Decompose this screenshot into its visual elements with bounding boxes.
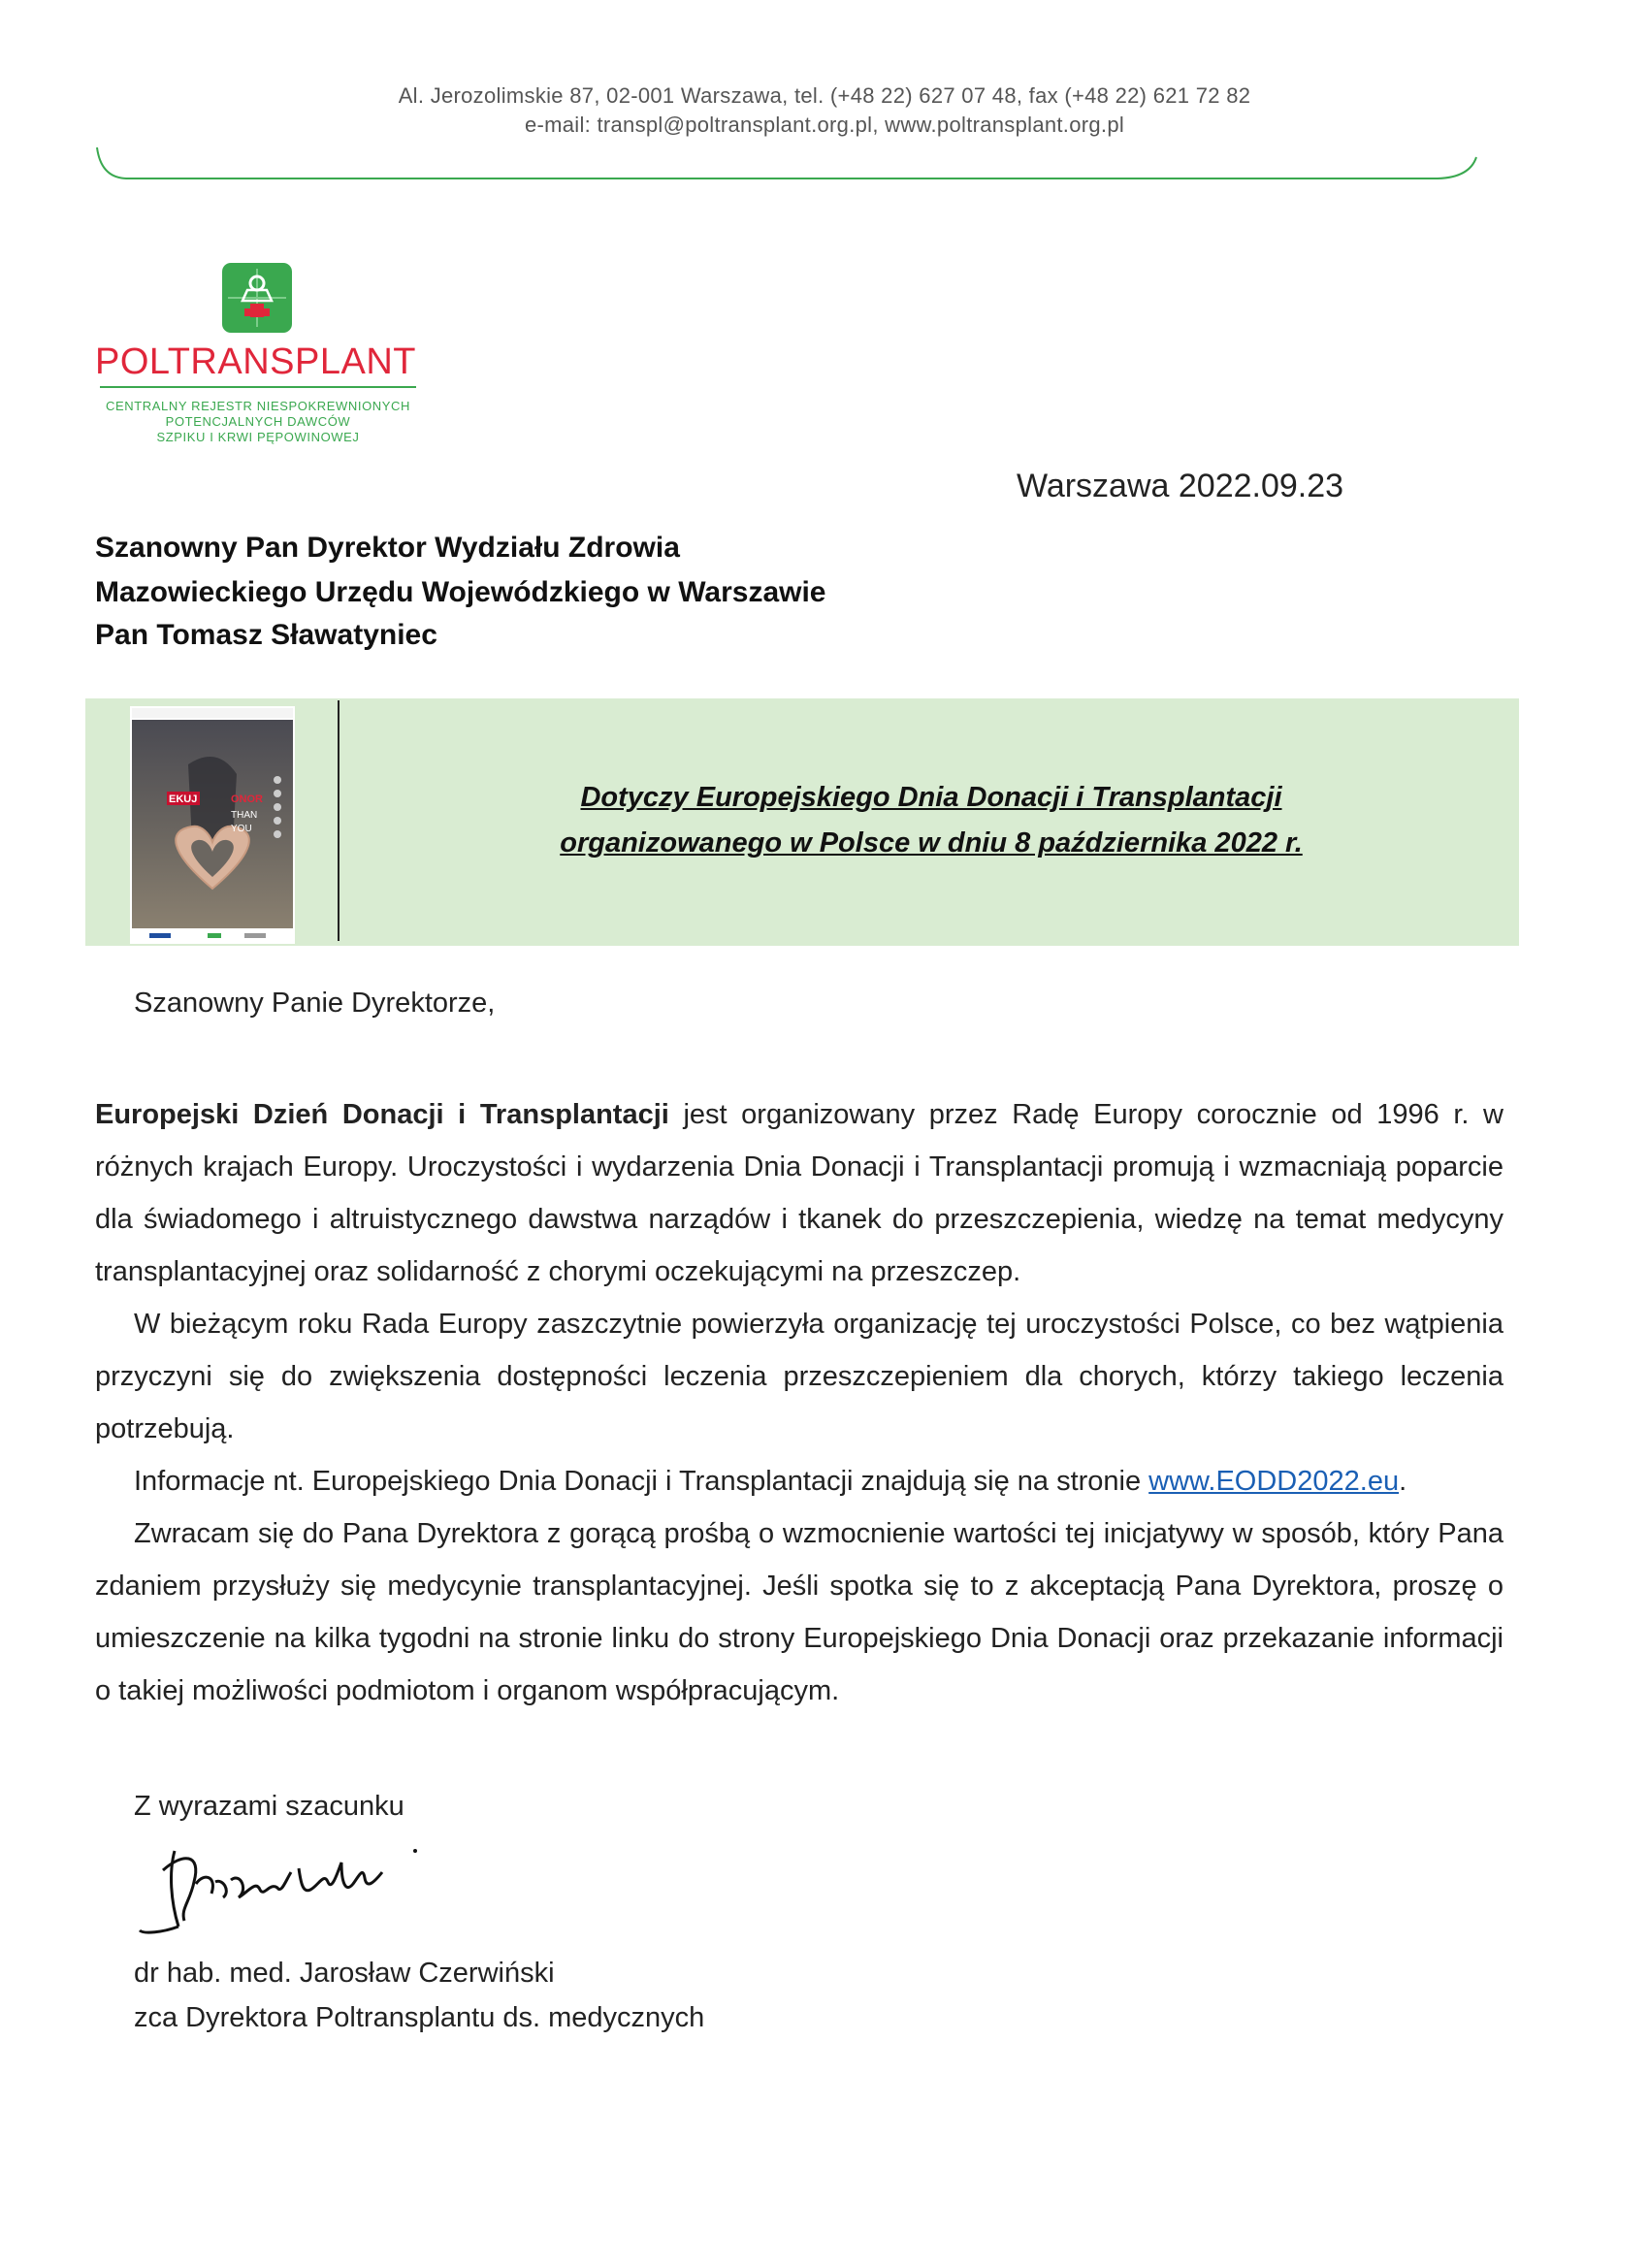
logo-sub-3: SZPIKU I KRWI PĘPOWINOWEJ bbox=[156, 430, 360, 444]
p3-text: Informacje nt. Europejskiego Dnia Donacji i Transplantacji znajdują się na stronie bbox=[134, 1466, 1149, 1497]
logo-rule bbox=[100, 386, 416, 388]
eodd-website-link[interactable]: www.EODD2022.eu bbox=[1148, 1466, 1400, 1497]
p2-text: W bieżącym roku Rada Europy zaszczytnie powierzyła organizację tej uroczystości Polsce, co bez wątpienia przyczyni się do zwiększenia dostępności leczenia przeszczepieniem dla chorych, którzy takiego leczenia potrzebują. bbox=[95, 1309, 1504, 1444]
signatory-position: zca Dyrektora Poltransplantu ds. medycznych bbox=[134, 2002, 705, 2033]
p1-text: jest organizowany przez Radę Europy corocznie od 1996 r. w różnych krajach Europy. Uroczystości i wydarzenia Dnia Donacji i Transplantacji promują i wzmacniają poparcie dla świadomego i altruistycznego dawstwa narządów i tkanek do przeszczepienia, wiedzę na temat medycyny transplantacyjnej oraz solidarność z chorymi oczekującymi na przeszczep. bbox=[95, 1099, 1504, 1287]
letter-date: Warszawa 2022.09.23 bbox=[1017, 468, 1344, 504]
addressee-name: Pan Tomasz Sławatyniec bbox=[95, 619, 437, 651]
signatory-name: dr hab. med. Jarosław Czerwiński bbox=[134, 1958, 555, 1989]
letterhead-rule bbox=[87, 146, 1484, 184]
greeting: Szanowny Panie Dyrektorze, bbox=[134, 988, 496, 1019]
closing-regards: Z wyrazami szacunku bbox=[134, 1791, 404, 1822]
subject-line-1: Dotyczy Europejskiego Dnia Donacji i Transplantacji bbox=[580, 782, 1282, 813]
addressee-line-1: Szanowny Pan Dyrektor Wydziału Zdrowia bbox=[95, 532, 680, 564]
event-name: Europejski Dzień Donacji i Transplantacji bbox=[95, 1099, 669, 1130]
body-paragraph-4 bbox=[95, 1507, 1504, 1717]
logo-name: POLTRANSPLANT bbox=[95, 341, 416, 382]
handwritten-signature bbox=[134, 1833, 444, 1950]
poster-word-3: THAN bbox=[231, 810, 258, 821]
subject-line-2: organizowanego w Polsce w dniu 8 października 2022 r. bbox=[560, 827, 1303, 859]
body-paragraph-3: Informacje nt. Europejskiego Dnia Donacji i Transplantacji znajdują się na stronie www.EODD2022.eu. bbox=[134, 1466, 1407, 1497]
letterhead-address: Al. Jerozolimskie 87, 02-001 Warszawa, tel. (+48 22) 627 07 48, fax (+48 22) 621 72 82 bbox=[398, 83, 1251, 108]
poster-word-1: EKUJ bbox=[169, 794, 198, 805]
body-paragraph-1 bbox=[95, 1088, 1504, 1298]
logo-sub-2: POTENCJALNYCH DAWCÓW bbox=[165, 414, 351, 429]
poster-word-4: YOU bbox=[231, 824, 252, 834]
poster-word-2: ONOR bbox=[231, 794, 263, 805]
logo-sub-1: CENTRALNY REJESTR NIESPOKREWNIONYCH bbox=[105, 399, 411, 413]
p4-text: Zwracam się do Pana Dyrektora z gorącą prośbą o wzmocnienie wartości tej inicjatywy w sposób, który Pana zdaniem przysłuży się medycynie transplantacyjnej. Jeśli spotka się to z akceptacją Pana Dyrektora, proszę o umieszczenie na kilka tygodni na stronie linku do strony Europejskiego Dnia Donacji oraz przekazanie informacji o takiej możliwości podmiotom i organom współpracującym. bbox=[95, 1518, 1504, 1706]
letterhead-contact: e-mail: transpl@poltransplant.org.pl, www.poltransplant.org.pl bbox=[524, 113, 1125, 137]
puzzle-person-icon bbox=[221, 262, 293, 334]
body-paragraph-2 bbox=[95, 1298, 1504, 1455]
banner-divider bbox=[338, 700, 340, 941]
subject-banner bbox=[85, 698, 1519, 946]
eodd-poster-image bbox=[130, 706, 295, 944]
addressee-line-2: Mazowieckiego Urzędu Wojewódzkiego w Warszawie bbox=[95, 576, 826, 608]
